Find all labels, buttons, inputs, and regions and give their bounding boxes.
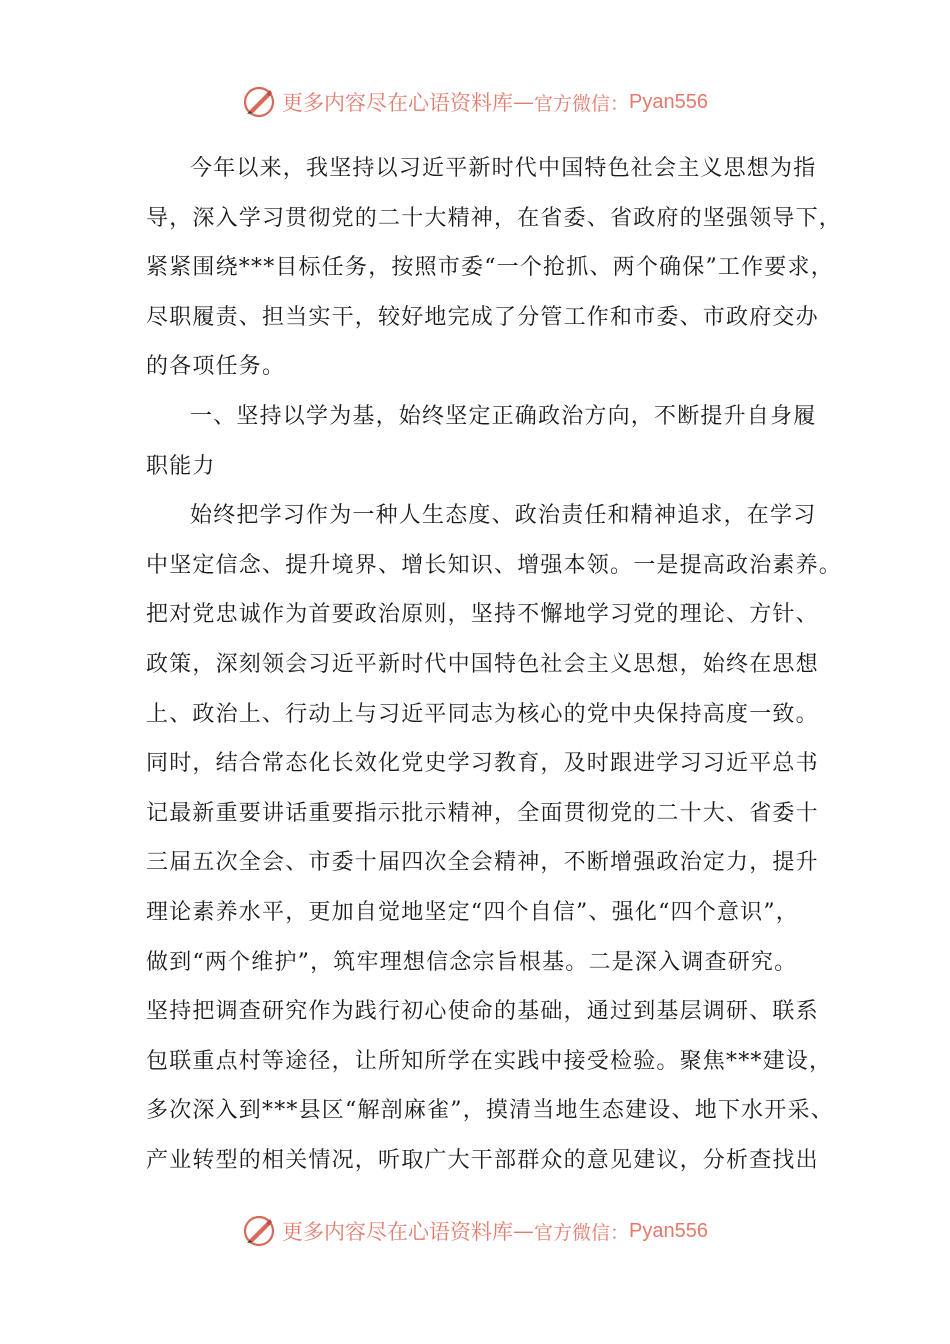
- body-line: 多次深入到***县区“解剖麻雀”，摸清当地生态建设、地下水开采、: [146, 1098, 834, 1124]
- body-line: 紧紧围绕***目标任务，按照市委“一个抢抓、两个确保”工作要求，: [146, 255, 834, 281]
- body-line: 同时，结合常态化长效化党史学习教育，及时跟进学习习近平总书: [146, 751, 819, 777]
- document-body: [146, 144, 843, 1185]
- body-line: 今年以来，我坚持以习近平新时代中国特色社会主义思想为指: [190, 156, 817, 181]
- body-line: 政策，深刻领会习近平新时代中国特色社会主义思想，始终在思想: [146, 651, 819, 677]
- brand-text: 更多内容尽在心语资料库: [282, 1220, 513, 1244]
- wechat-label: 官方微信：: [534, 1221, 630, 1244]
- header-watermark-banner: [0, 80, 950, 124]
- dash-separator: —: [513, 1219, 534, 1243]
- body-line: 的各项任务。: [146, 354, 286, 380]
- body-line: 理论素养水平，更加自觉地坚定“四个自信”、强化“四个意识”，: [146, 899, 799, 925]
- body-line: 上、政治上、行动上与习近平同志为核心的党中央保持高度一致。: [146, 701, 819, 727]
- wechat-id: Pyan556: [629, 90, 708, 113]
- body-line: 始终把学习作为一种人生态度、政治责任和精神追求，在学习: [190, 503, 817, 529]
- body-line: 产业转型的相关情况，听取广大干部群众的意见建议，分析查找出: [146, 1147, 819, 1173]
- footer-watermark-banner: [0, 1209, 950, 1253]
- wechat-id: Pyan556: [629, 1219, 708, 1242]
- pen-logo-icon: [242, 85, 276, 119]
- body-line: 中坚定信念、提升境界、增长知识、增强本领。一是提高政治素养。: [146, 552, 843, 578]
- body-line: 包联重点村等途径，让所知所学在实践中接受检验。聚焦***建设，: [146, 1048, 833, 1074]
- wechat-label: 官方微信：: [534, 92, 630, 115]
- brand-text: 更多内容尽在心语资料库: [282, 91, 513, 115]
- body-line: 坚持把调查研究作为践行初心使命的基础，通过到基层调研、联系: [146, 999, 819, 1025]
- body-line: 导，深入学习贯彻党的二十大精神，在省委、省政府的坚强领导下，: [146, 205, 843, 231]
- pen-logo-icon: [242, 1214, 276, 1248]
- section-heading-line: 职能力: [146, 453, 216, 479]
- section-heading-line: 一、坚持以学为基，始终坚定正确政治方向，不断提升自身履: [190, 403, 817, 429]
- body-line: 做到“两个维护”，筑牢理想信念宗旨根基。二是深入调查研究。: [146, 949, 798, 975]
- body-line: 记最新重要讲话重要指示批示精神，全面贯彻党的二十大、省委十: [146, 800, 819, 826]
- body-line: 尽职履责、担当实干，较好地完成了分管工作和市委、市政府交办: [146, 304, 819, 330]
- body-line: 把对党忠诚作为首要政治原则，坚持不懈地学习党的理论、方针、: [146, 602, 819, 628]
- dash-separator: —: [513, 90, 534, 114]
- body-line: 三届五次全会、市委十届四次全会精神，不断增强政治定力，提升: [146, 850, 819, 876]
